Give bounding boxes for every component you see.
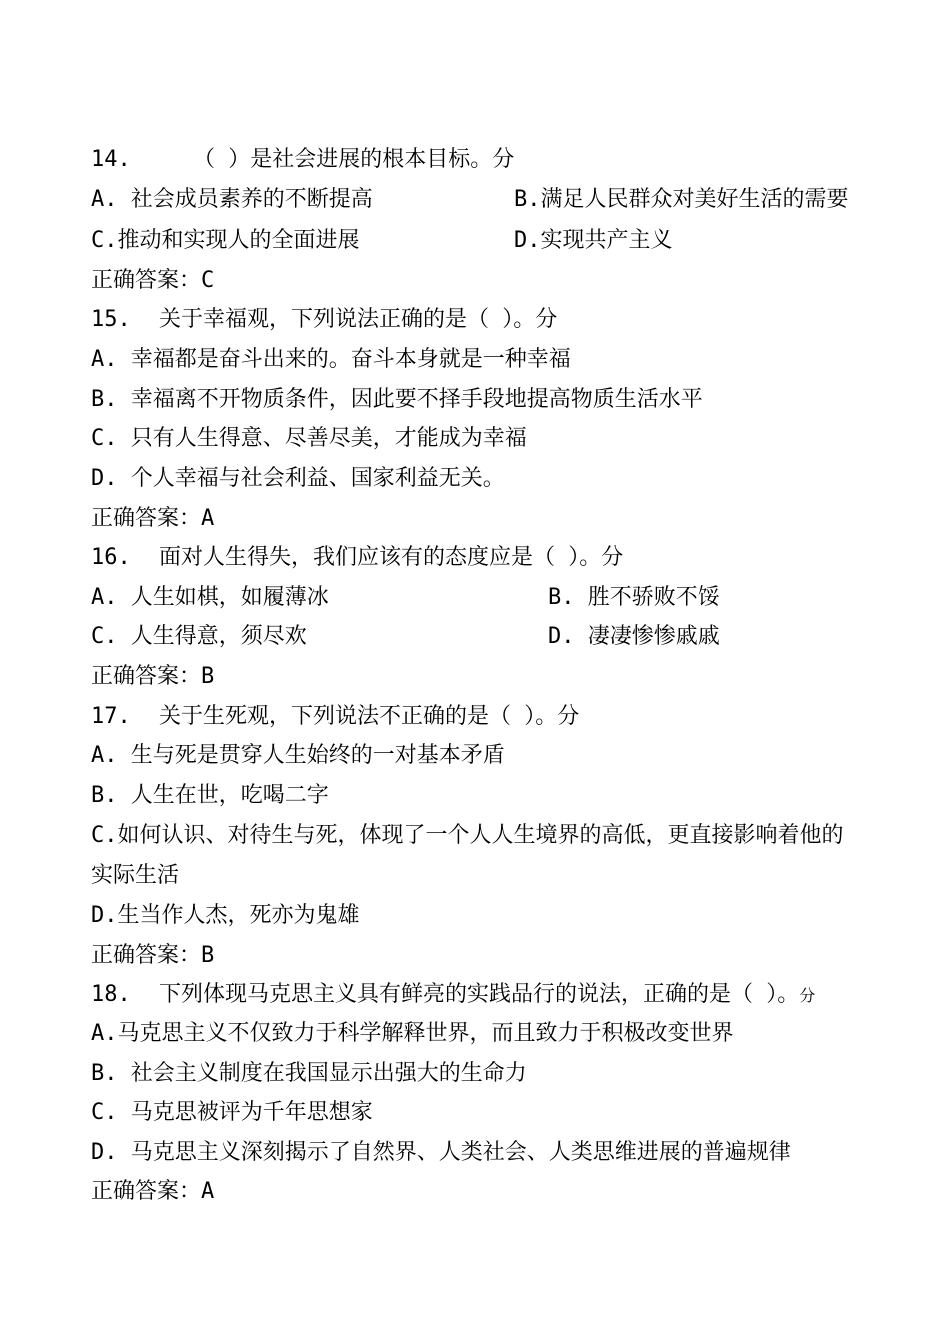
question-18-option-c: C. 马克思被评为千年思想家 — [91, 1100, 373, 1125]
question-17-option-b: B. 人生在世，吃喝二字 — [91, 783, 329, 808]
question-16-stem — [91, 543, 623, 573]
question-14-stem — [91, 145, 514, 175]
question-number: 17. — [91, 704, 131, 729]
question-15-option-d: D. 个人幸福与社会利益、国家利益无关。 — [91, 466, 505, 491]
question-17-option-c-continued: 实际生活 — [91, 863, 180, 888]
question-17-answer: 正确答案：B — [91, 943, 215, 968]
question-15-stem — [91, 305, 557, 335]
question-15-option-b: B. 幸福离不开物质条件，因此要不择手段地提高物质生活水平 — [91, 387, 703, 412]
question-15-answer: 正确答案：A — [91, 506, 215, 531]
question-16-option-c: C. 人生得意，须尽欢 — [91, 624, 307, 649]
question-14-option-d: D.实现共产主义 — [514, 228, 673, 253]
question-16-answer: 正确答案：B — [91, 664, 215, 689]
question-18-option-d: D. 马克思主义深刻揭示了自然界、人类社会、人类思维进展的普遍规律 — [91, 1140, 791, 1165]
question-15-option-a: A. 幸福都是奋斗出来的。奋斗本身就是一种幸福 — [91, 347, 571, 372]
question-number: 16. — [91, 545, 131, 570]
question-text: （ ）是社会进展的根本目标。分 — [193, 147, 515, 172]
question-number: 18. — [91, 982, 131, 1007]
question-16-option-a: A. 人生如棋，如履薄冰 — [91, 585, 329, 610]
question-14-answer: 正确答案：C — [91, 268, 215, 293]
question-score-suffix: 分 — [799, 986, 816, 1005]
question-number: 14. — [91, 147, 131, 172]
question-18-answer: 正确答案：A — [91, 1179, 215, 1204]
question-16-option-d: D. 凄凄惨惨戚戚 — [548, 624, 720, 649]
question-17-option-c: C.如何认识、对待生与死，体现了一个人人生境界的高低，更直接影响着他的 — [91, 823, 844, 848]
question-16-option-b: B. 胜不骄败不馁 — [548, 585, 720, 610]
question-14-option-b: B.满足人民群众对美好生活的需要 — [514, 187, 849, 212]
question-14-option-c: C.推动和实现人的全面进展 — [91, 228, 360, 253]
question-17-stem — [91, 702, 579, 732]
question-17-option-d: D.生当作人杰，死亦为鬼雄 — [91, 903, 360, 928]
question-15-option-c: C. 只有人生得意、尽善尽美，才能成为幸福 — [91, 426, 527, 451]
question-text: 关于生死观，下列说法不正确的是（ ）。分 — [159, 704, 580, 729]
question-text: 关于幸福观，下列说法正确的是（ ）。分 — [159, 307, 558, 332]
question-text: 面对人生得失，我们应该有的态度应是（ ）。分 — [159, 545, 624, 570]
question-18-option-a: A.马克思主义不仅致力于科学解释世界，而且致力于积极改变世界 — [91, 1021, 734, 1046]
question-18-stem — [91, 980, 815, 1010]
question-18-option-b: B. 社会主义制度在我国显示出强大的生命力 — [91, 1061, 527, 1086]
question-17-option-a: A. 生与死是贯穿人生始终的一对基本矛盾 — [91, 743, 505, 768]
question-text: 下列体现马克思主义具有鲜亮的实践品行的说法，正确的是（ ）。 — [159, 982, 800, 1007]
question-14-option-a: A. 社会成员素养的不断提高 — [91, 187, 373, 212]
question-number: 15. — [91, 307, 131, 332]
